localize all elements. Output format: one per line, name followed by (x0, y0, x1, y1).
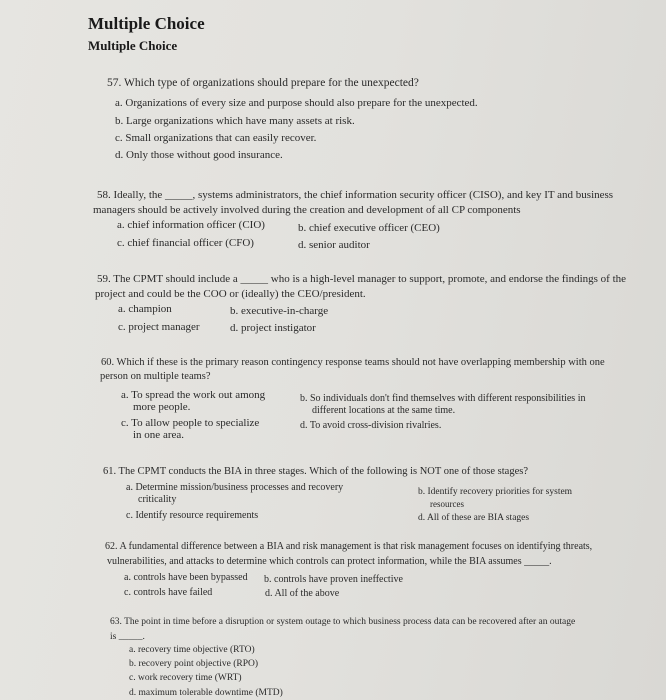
option-b-cont: resources (430, 499, 464, 509)
option-c[interactable]: c. Identify resource requirements (126, 510, 259, 521)
option-d[interactable]: d. Only those without good insurance. (115, 149, 283, 161)
option-c[interactable]: c. work recovery time (WRT) (129, 673, 242, 683)
option-b-cont: different locations at the same time. (312, 405, 456, 416)
option-b[interactable]: b. recovery point objective (RPO) (129, 659, 259, 669)
question-text: 63. The point in time before a disruption or system outage to which business process data can be recovered after an outage (110, 617, 576, 627)
question-text: 60. Which if these is the primary reason contingency response teams should not have overlapping membership with one (101, 357, 605, 368)
question-text: 57. Which type of organizations should prepare for the unexpected? (107, 77, 419, 89)
option-c[interactable]: c. chief financial officer (CFO) (117, 237, 254, 249)
option-d[interactable]: d. All of the above (265, 588, 340, 599)
question-text: vulnerabilities, and attacks to determine which controls can protect information, while the BIA assumes _____. (107, 556, 552, 567)
option-a[interactable]: a. chief information officer (CIO) (117, 219, 265, 231)
option-d[interactable]: d. senior auditor (298, 239, 370, 251)
option-d[interactable]: d. To avoid cross-division rivalries. (300, 420, 442, 431)
question-text: 58. Ideally, the _____, systems administrators, the chief information security officer (CISO), and key IT and business (97, 189, 614, 201)
question-text: 61. The CPMT conducts the BIA in three stages. Which of the following is NOT one of those stages? (103, 466, 528, 477)
question-text: managers should be actively involved during the creation and development of all CP components (93, 204, 521, 216)
question-text: is _____. (110, 632, 145, 642)
option-a-cont: criticality (138, 494, 177, 505)
option-d[interactable]: d. All of these are BIA stages (418, 513, 530, 523)
option-b[interactable]: b. Identify recovery priorities for system (418, 487, 573, 497)
question-text: 62. A fundamental difference between a BIA and risk management is that risk management focuses on identifying threats, (105, 541, 593, 552)
question-text: person on multiple teams? (100, 371, 211, 382)
section-subtitle: Multiple Choice (88, 38, 178, 53)
option-b[interactable]: b. Large organizations which have many assets at risk. (115, 115, 355, 127)
option-a-cont: more people. (133, 401, 191, 413)
option-a[interactable]: a. champion (118, 303, 172, 315)
option-d[interactable]: d. project instigator (230, 322, 316, 334)
option-c[interactable]: c. To allow people to specialize (121, 417, 260, 429)
question-text: project and could be the COO or (ideally) the CEO/president. (95, 288, 366, 300)
option-c-cont: in one area. (133, 429, 184, 441)
option-a[interactable]: a. Organizations of every size and purpose should also prepare for the unexpected. (115, 97, 478, 109)
option-d[interactable]: d. maximum tolerable downtime (MTD) (129, 688, 283, 698)
option-b[interactable]: b. So individuals don't find themselves with different responsibilities in (300, 393, 586, 404)
option-c[interactable]: c. project manager (118, 321, 200, 333)
option-a[interactable]: a. recovery time objective (RTO) (129, 645, 255, 655)
option-a[interactable]: a. Determine mission/business processes and recovery (126, 482, 344, 493)
option-b[interactable]: b. executive-in-charge (230, 305, 329, 317)
option-b[interactable]: b. controls have proven ineffective (264, 574, 403, 585)
question-text: 59. The CPMT should include a _____ who is a high-level manager to support, promote, and endorse the findings of the (97, 273, 627, 285)
option-a[interactable]: a. controls have been bypassed (124, 572, 248, 583)
page-title: Multiple Choice (88, 14, 205, 33)
option-b[interactable]: b. chief executive officer (CEO) (298, 222, 440, 234)
option-a[interactable]: a. To spread the work out among (121, 389, 266, 401)
option-c[interactable]: c. controls have failed (124, 587, 213, 598)
option-c[interactable]: c. Small organizations that can easily recover. (115, 132, 317, 144)
